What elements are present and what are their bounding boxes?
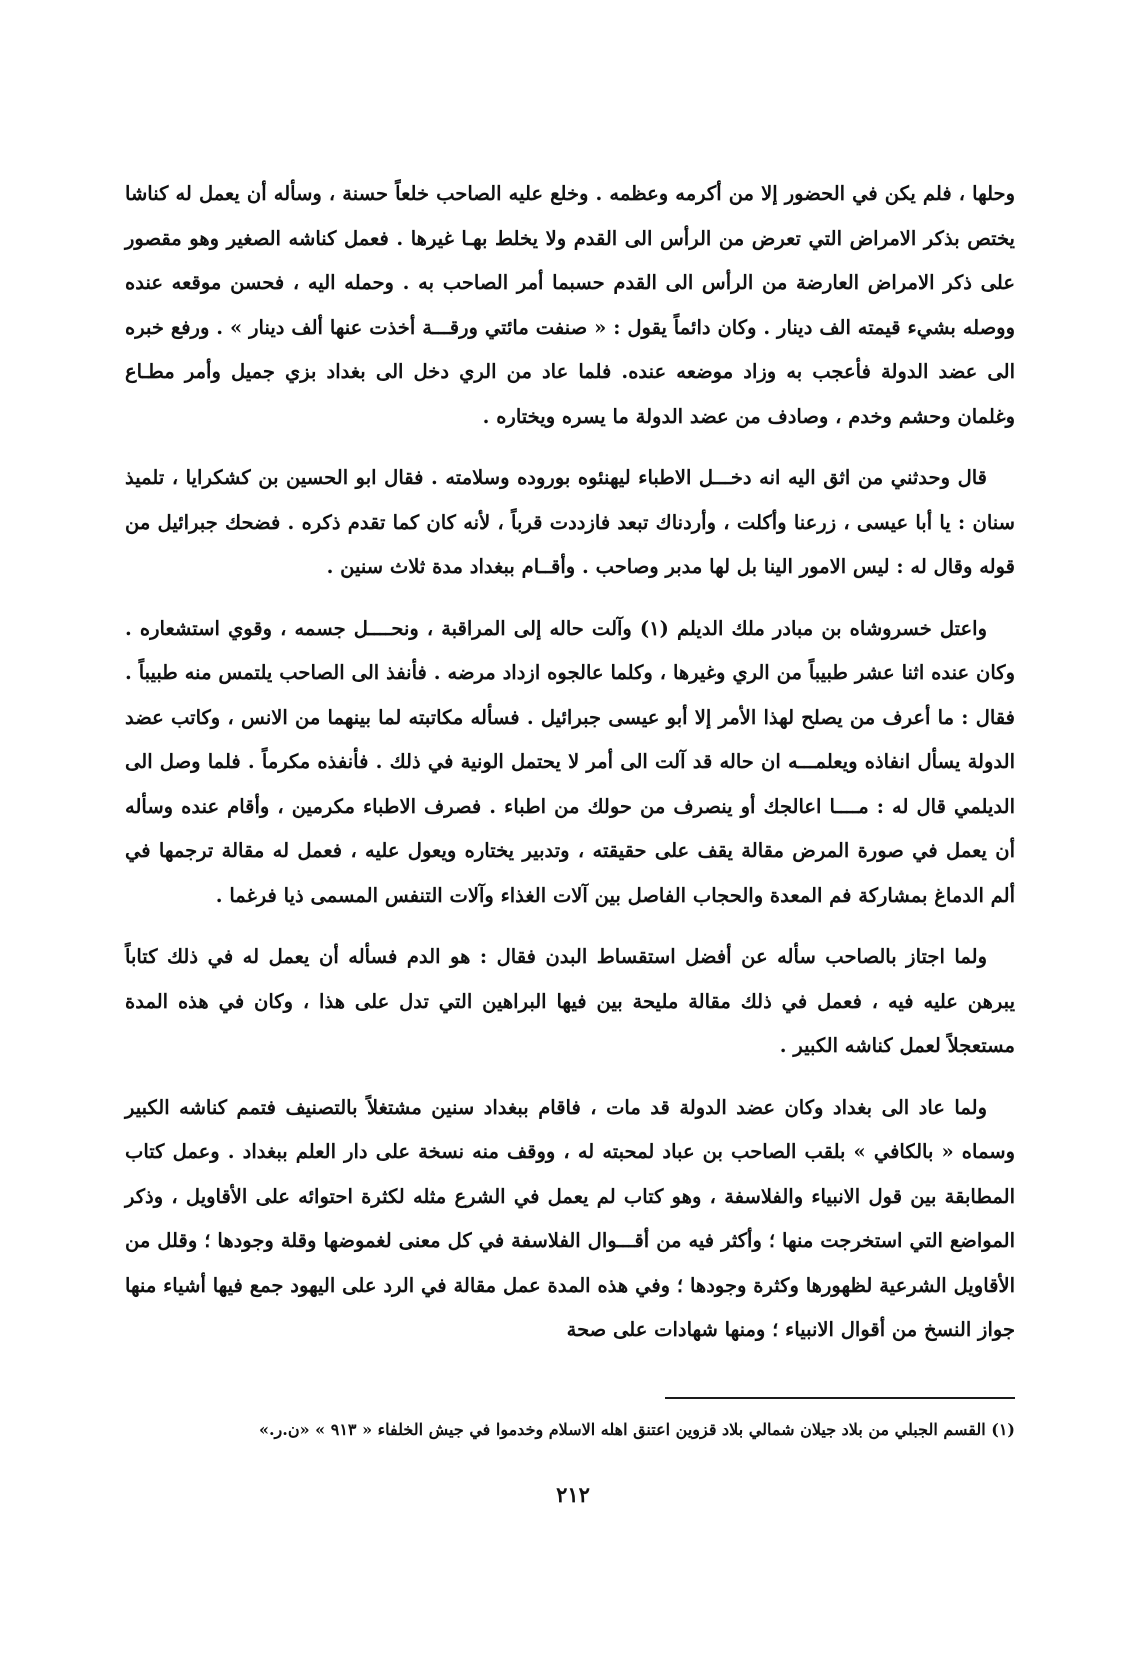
- footnote: (١) القسم الجبلي من بلاد جيلان شمالي بلاد قزوين اعتنق اهله الاسلام وخدموا في جيش الخلفاء « ٩١٣ » «ن.ر.»: [258, 1420, 1015, 1439]
- paragraph-1: وحلها ، فلم يكن في الحضور إلا من أكرمه وعظمه . وخلع عليه الصاحب خلعاً حسنة ، وسأله أن يعمل له كناشا يختص بذكر الامراض التي تعرض من الرأس الى القدم ولا يخلط بهـا غيرها . فعمل كناشه الصغير وهو مقصور على ذكر الامراض العارضة من الرأس الى القدم حسبما أمر الصاحب به . وحمله اليه ، فحسن موقعه عنده ووصله بشيء قيمته الف دينار . وكان دائماً يقول : « صنفت مائتي ورقـــة أخذت عنها ألف دينار » . ورفع خبره الى عضد الدولة فأعجب به وزاد موضعه عنده. فلما عاد من الري دخل الى بغداد بزي جميل وأمر مطـاع وغلمان وحشم وخدم ، وصادف من عضد الدولة ما يسره ويختاره .: [125, 182, 1015, 428]
- page-number: ٢١٢: [556, 1482, 590, 1507]
- footnote-separator: [665, 1397, 1015, 1399]
- main-text: [125, 172, 1015, 1353]
- paragraph-3: واعتل خسروشاه بن مبادر ملك الديلم (١) وآلت حاله إلى المراقبة ، ونحــــل جسمه ، وقوي استشعاره . وكان عنده اثنا عشر طبيباً من الري وغيرها ، وكلما عالجوه ازداد مرضه . فأنفذ الى الصاحب يلتمس منه طبيباً . فقال : ما أعرف من يصلح لهذا الأمر إلا أبو عيسى جبرائيل . فسأله مكاتبته لما بينهما من الانس ، وكاتب عضد الدولة يسأل انفاذه ويعلمـــه ان حاله قد آلت الى أمر لا يحتمل الونية في ذلك . فأنفذه مكرماً . فلما وصل الى الديلمي قال له : مــــا اعالجك أو ينصرف من حولك من اطباء . فصرف الاطباء مكرمين ، وأقام عنده وسأله أن يعمل في صورة المرض مقالة يقف على حقيقته ، وتدبير يختاره ويعول عليه ، فعمل له مقالة ترجمها في ألم الدماغ بمشاركة فم المعدة والحجاب الفاصل بين آلات الغذاء وآلات التنفس المسمى ذيا فرغما .: [125, 616, 1015, 907]
- paragraph-2: قال وحدثني من اثق اليه انه دخـــل الاطباء ليهنئوه بوروده وسلامته . فقال ابو الحسين بن كشكرايا ، تلميذ سنان : يا أبا عيسى ، زرعنا وأكلت ، وأردناك تبعد فازددت قرباً ، لأنه كان كما تقدم ذكره . فضحك جبرائيل من قوله وقال له : ليس الامور الينا بل لها مدبر وصاحب . وأقــام ببغداد مدة ثلاث سنين .: [125, 466, 1015, 578]
- paragraph-5: ولما عاد الى بغداد وكان عضد الدولة قد مات ، فاقام ببغداد سنين مشتغلاً بالتصنيف فتمم كناشه الكبير وسماه « بالكافي » بلقب الصاحب بن عباد لمحبته له ، ووقف منه نسخة على دار العلم ببغداد . وعمل كتاب المطابقة بين قول الانبياء والفلاسفة ، وهو كتاب لم يعمل في الشرع مثله لكثرة احتوائه على الأقاويل ، وذكر المواضع التي استخرجت منها ؛ وأكثر فيه من أقـــوال الفلاسفة في كل معنى لغموضها وقلة وجودها ؛ وقلل من الأقاويل الشرعية لظهورها وكثرة وجودها ؛ وفي هذه المدة عمل مقالة في الرد على اليهود جمع فيها أشياء منها جواز النسخ من أقوال الانبياء ؛ ومنها شهادات على صحة: [125, 1095, 1015, 1341]
- paragraph-4: ولما اجتاز بالصاحب سأله عن أفضل استقساط البدن فقال : هو الدم فسأله أن يعمل له في ذلك كتاباً يبرهن عليه فيه ، فعمل في ذلك مقالة مليحة بين فيها البراهين التي تدل على هذا ، وكان في هذه المدة مستعجلاً لعمل كناشه الكبير .: [125, 945, 1015, 1057]
